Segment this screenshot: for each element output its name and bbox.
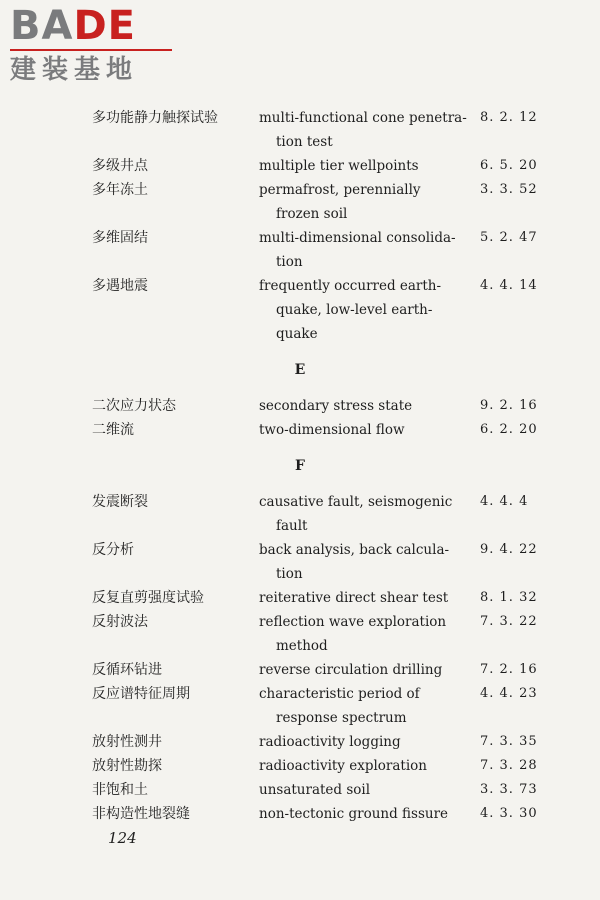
term-chinese: 多级井点 (92, 158, 148, 174)
clause-number: 4. 4. 23 (480, 686, 538, 701)
term-english-line: reiterative direct shear test (259, 590, 449, 606)
term-english (259, 610, 459, 658)
logo-wordmark-part-2: DE (73, 3, 136, 49)
term-english (259, 730, 459, 754)
term-english-line: tion (276, 566, 303, 582)
term-english-line: frozen soil (276, 206, 348, 222)
clause-number: 6. 5. 20 (480, 158, 538, 173)
clause-number: 9. 4. 22 (480, 542, 538, 557)
clause-number: 8. 1. 32 (480, 590, 538, 605)
term-english (259, 658, 459, 682)
clause-number: 7. 3. 28 (480, 758, 538, 773)
term-english-line: reflection wave exploration (259, 614, 447, 630)
term-chinese: 二维流 (92, 422, 134, 438)
clause-number: 7. 3. 35 (480, 734, 538, 749)
term-english (259, 754, 459, 778)
term-english-line: back analysis, back calcula- (259, 542, 450, 558)
page-number: 124 (108, 829, 137, 847)
section-heading: F (295, 458, 305, 474)
term-english-line: method (276, 638, 328, 654)
term-english (259, 778, 459, 802)
term-english-line: two-dimensional flow (259, 422, 405, 438)
clause-number: 4. 4. 14 (480, 278, 538, 293)
term-english-line: non-tectonic ground fissure (259, 806, 449, 822)
clause-number: 3. 3. 52 (480, 182, 538, 197)
term-chinese: 非构造性地裂缝 (92, 806, 190, 822)
term-chinese: 反射波法 (92, 614, 148, 630)
term-english-line: radioactivity exploration (259, 758, 427, 774)
term-english-line: multi-functional cone penetra- (259, 110, 467, 126)
clause-number: 4. 4. 4 (480, 494, 529, 509)
term-english-line: characteristic period of (259, 686, 420, 702)
clause-number: 8. 2. 12 (480, 110, 538, 125)
clause-number: 4. 3. 30 (480, 806, 538, 821)
term-english-line: quake (276, 326, 318, 342)
term-chinese: 非饱和土 (92, 782, 148, 798)
clause-number: 5. 2. 47 (480, 230, 538, 245)
term-chinese: 多功能静力触探试验 (92, 110, 218, 126)
term-chinese: 反复直剪强度试验 (92, 590, 204, 606)
term-english (259, 226, 459, 274)
term-english-line: unsaturated soil (259, 782, 371, 798)
term-chinese: 多维固结 (92, 230, 148, 246)
term-english (259, 586, 459, 610)
term-english-line: radioactivity logging (259, 734, 401, 750)
term-english (259, 178, 459, 226)
term-english-line: causative fault, seismogenic (259, 494, 453, 510)
term-english-line: permafrost, perennially (259, 182, 421, 198)
section-heading: E (294, 362, 306, 378)
term-english (259, 274, 459, 346)
term-english-line: multi-dimensional consolida- (259, 230, 456, 246)
term-english-line: secondary stress state (259, 398, 413, 414)
term-english (259, 106, 467, 154)
clause-number: 9. 2. 16 (480, 398, 538, 413)
term-english-line: quake, low-level earth- (276, 302, 433, 318)
term-english-line: tion (276, 254, 303, 270)
term-english (259, 682, 459, 730)
term-chinese: 多遇地震 (92, 278, 148, 294)
term-chinese: 多年冻土 (92, 182, 148, 198)
term-english-line: response spectrum (276, 710, 407, 726)
term-english (259, 418, 459, 442)
term-english-line: tion test (276, 134, 333, 150)
term-chinese: 反循环钻进 (92, 662, 162, 678)
term-english-line: reverse circulation drilling (259, 662, 443, 678)
term-english-line: multiple tier wellpoints (259, 158, 419, 174)
term-chinese: 二次应力状态 (92, 398, 176, 414)
term-english-line: frequently occurred earth- (259, 278, 442, 294)
clause-number: 7. 3. 22 (480, 614, 538, 629)
logo-subtitle: 建装基地 (10, 55, 139, 85)
term-english (259, 154, 459, 178)
clause-number: 6. 2. 20 (480, 422, 538, 437)
term-english (259, 394, 459, 418)
clause-number: 3. 3. 73 (480, 782, 538, 797)
term-english (259, 490, 459, 538)
term-english (259, 538, 459, 586)
term-chinese: 放射性勘探 (92, 758, 162, 774)
term-english-line: fault (276, 518, 308, 534)
term-english (259, 802, 459, 826)
term-chinese: 发震断裂 (92, 494, 148, 510)
term-chinese: 反应谱特征周期 (92, 686, 190, 702)
term-chinese: 放射性测井 (92, 734, 162, 750)
clause-number: 7. 2. 16 (480, 662, 538, 677)
logo-wordmark-part-1: BA (10, 3, 74, 49)
term-chinese: 反分析 (92, 542, 134, 558)
